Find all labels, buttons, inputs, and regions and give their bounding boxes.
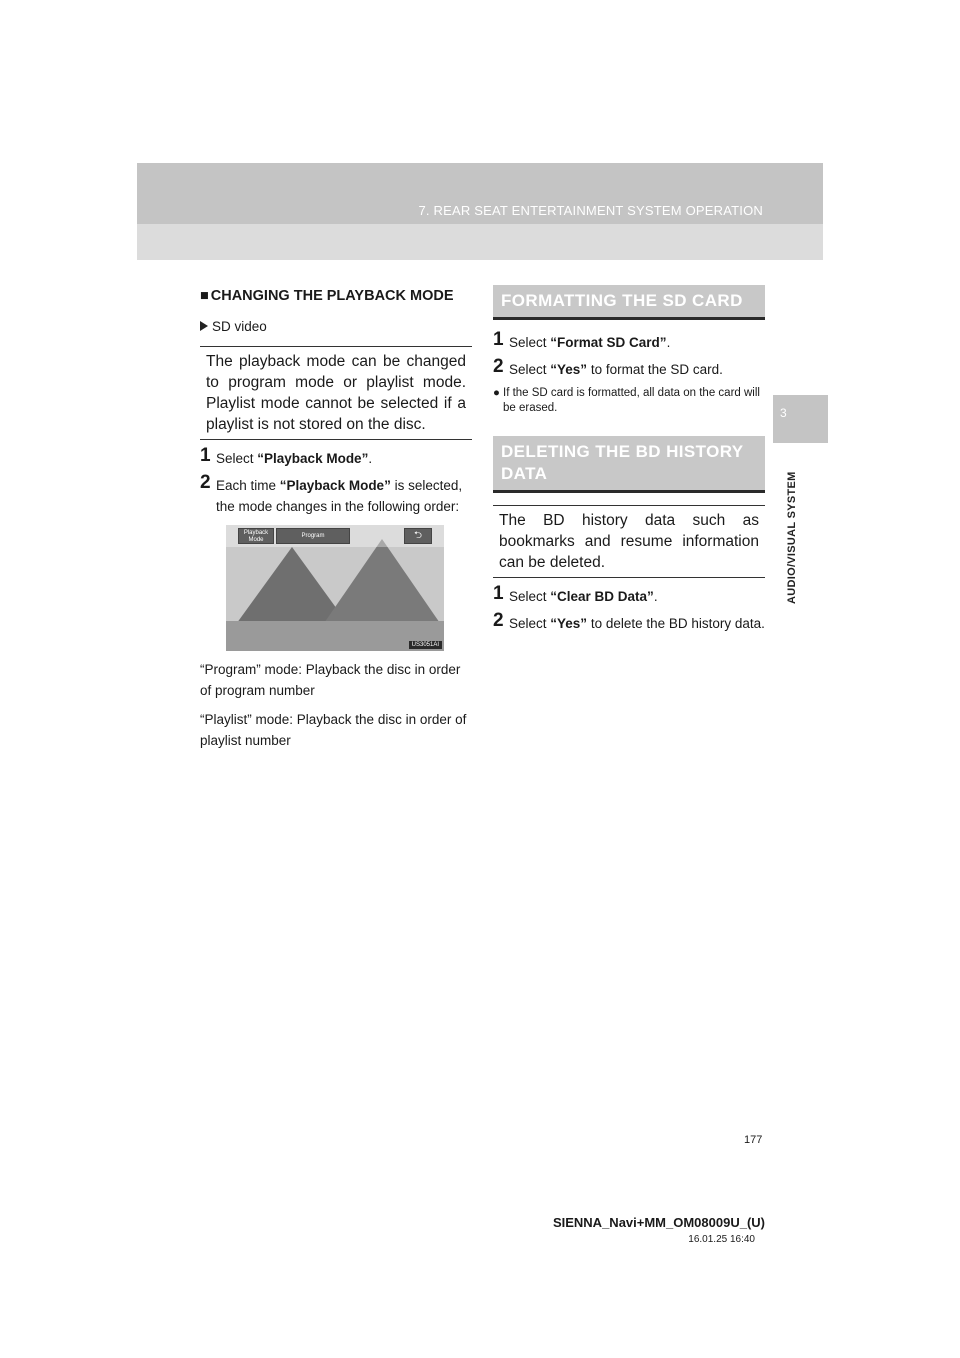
step-keyword: “Playback Mode” — [279, 478, 391, 493]
step-keyword: “Clear BD Data” — [550, 589, 654, 604]
bd-step-2 — [493, 610, 765, 634]
step-text-end: to format the SD card. — [587, 362, 723, 377]
heading-square-icon: ■ — [200, 288, 209, 304]
step-text: Select — [216, 451, 258, 466]
step-keyword: “Playback Mode” — [257, 451, 369, 466]
playback-mode-button[interactable] — [238, 528, 274, 544]
document-date: 16.01.25 16:40 — [688, 1234, 755, 1245]
step-text-end: . — [368, 451, 373, 466]
bullet-text: SD video — [212, 319, 267, 334]
section-heading — [200, 285, 472, 307]
step-text: Select — [509, 362, 551, 377]
step-text-end: is selected, the mode changes in the following order: — [216, 478, 463, 514]
playback-mode-label-2: Mode — [248, 537, 264, 543]
left-column — [200, 285, 472, 751]
section-format-sd: FORMATTING THE SD CARD — [493, 285, 765, 320]
step-text: Each time — [216, 478, 280, 493]
step-number: 1 — [493, 583, 504, 604]
step-text: Select — [509, 616, 551, 631]
page-number: 177 — [744, 1134, 763, 1146]
step-text: Select — [509, 335, 551, 350]
chapter-label: AUDIO/VISUAL SYSTEM — [786, 471, 798, 604]
step-text-end: . — [666, 335, 671, 350]
step-1 — [200, 445, 472, 469]
bullet-dot-icon: ● — [493, 387, 500, 399]
back-arrow-icon[interactable]: ⮌ — [404, 528, 432, 544]
step-number: 2 — [200, 472, 211, 493]
screenshot-figure — [226, 525, 444, 651]
format-note — [493, 386, 765, 416]
playlist-mode-text: “Playlist” mode: Playback the disc in order of playlist number — [200, 712, 467, 748]
step-keyword: “Yes” — [550, 616, 588, 631]
format-step-1 — [493, 329, 765, 353]
figure-code: US3051AI — [409, 641, 442, 649]
step-number: 1 — [200, 445, 211, 466]
format-step-2 — [493, 356, 765, 380]
header-band — [137, 163, 823, 260]
step-2 — [200, 472, 472, 517]
program-button[interactable]: Program — [276, 528, 350, 544]
step-keyword: “Format SD Card” — [550, 335, 667, 350]
section-delete-bd: DELETING THE BD HISTORY DATA — [493, 436, 765, 493]
step-text-end: . — [653, 589, 658, 604]
chapter-label-wrap — [770, 454, 798, 604]
playback-mode-label-1: Playback — [243, 530, 269, 536]
bd-intro-box: The BD history data such as bookmarks and resume information can be deleted. — [493, 505, 765, 578]
document-code: SIENNA_Navi+MM_OM08009U_(U) — [552, 1215, 765, 1230]
step-number: 2 — [493, 356, 504, 377]
heading-text: CHANGING THE PLAYBACK MODE — [210, 288, 454, 304]
step-number: 1 — [493, 329, 504, 350]
right-column — [493, 285, 765, 640]
header-title: 7. REAR SEAT ENTERTAINMENT SYSTEM OPERATION — [418, 203, 763, 218]
step-number: 2 — [493, 610, 504, 631]
chapter-number: 3 — [780, 406, 787, 420]
note-text: If the SD card is formatted, all data on the card will be erased. — [503, 387, 760, 414]
step-text: Select — [509, 589, 551, 604]
step-text-end: to delete the BD history data. — [587, 616, 765, 631]
intro-box: The playback mode can be changed to program mode or playlist mode. Playlist mode cannot be selected if a playlist is not stored on the disc. — [200, 346, 472, 440]
bd-step-1 — [493, 583, 765, 607]
roof-right-shape — [320, 539, 444, 629]
triangle-bullet-icon — [200, 321, 208, 331]
bullet-line — [200, 317, 472, 337]
step-keyword: “Yes” — [550, 362, 588, 377]
program-mode-text: “Program” mode: Playback the disc in order of program number — [200, 662, 461, 698]
